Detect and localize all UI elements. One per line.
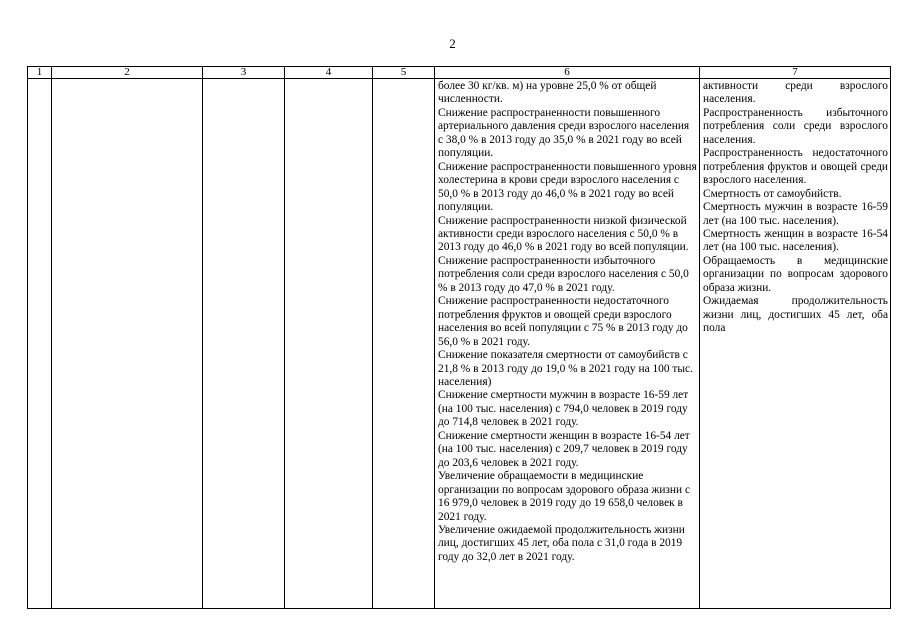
indicator-paragraph: Снижение распространенности повышенного артериального давления среди взрослого населения с 38,0 % в 2013 году до 35,0 % в 2021 году во всей популяции.: [438, 106, 690, 160]
indicator-paragraph: Снижение распространенности избыточного потребления соли среди взрослого населения с 50,0 % в 2013 году до 47,0 % в 2021 году.: [438, 254, 689, 294]
cell-col-4: [285, 79, 373, 609]
cell-col-7-metrics: [700, 79, 891, 609]
column-header-6: 6: [435, 67, 700, 79]
column-header-1: 1: [28, 67, 52, 79]
column-header-5: 5: [373, 67, 435, 79]
indicator-paragraph: более 30 кг/кв. м) на уровне 25,0 % от общей численности.: [438, 80, 657, 106]
indicator-paragraph: Снижение смертности женщин в возрасте 16-54 лет (на 100 тыс. населения) с 209,7 человек в 2019 году до 203,6 человек в 2021 году.: [438, 429, 690, 469]
page-number: 2: [449, 36, 456, 51]
metric-paragraph: Смертность женщин в возрасте 16-54 лет (на 100 тыс. населения).: [703, 227, 888, 254]
document-table: [27, 66, 891, 609]
column-header-3: 3: [203, 67, 285, 79]
column-number-row: [28, 67, 891, 79]
cell-col-6-indicators: [435, 79, 700, 609]
cell-col-5: [373, 79, 435, 609]
column-header-2: 2: [52, 67, 203, 79]
cell-col-3: [203, 79, 285, 609]
indicator-paragraph: Снижение распространенности низкой физической активности среди взрослого населения с 50,0 % в 2013 году до 46,0 % в 2021 году во всей популяции.: [438, 214, 689, 254]
table-row: [28, 79, 891, 609]
cell-col-2: [52, 79, 203, 609]
cell-col-1: [28, 79, 52, 609]
metric-paragraph: Обращаемость в медицинские организации по вопросам здорового образа жизни.: [703, 254, 888, 294]
indicator-paragraph: Снижение смертности мужчин в возрасте 16-59 лет (на 100 тыс. населения) с 794,0 человек в 2019 году до 714,8 человек в 2021 году.: [438, 389, 689, 429]
indicator-paragraph: Увеличение ожидаемой продолжительность жизни лиц, достигших 45 лет, оба пола с 31,0 года в 2019 году до 32,0 лет в 2021 году.: [438, 523, 685, 563]
metric-paragraph: Ожидаемая продолжительность жизни лиц, достигших 45 лет, оба пола: [703, 295, 888, 335]
column-header-4: 4: [285, 67, 373, 79]
indicator-paragraph: Снижение распространенности недостаточного потребления фруктов и овощей среди взрослого населения во всей популяции с 75 % в 2013 году до 56,0 % в 2021 году.: [438, 295, 688, 348]
column-header-7: 7: [700, 67, 891, 79]
indicator-paragraph: Снижение показателя смертности от самоубийств с 21,8 % в 2013 году до 19,0 % в 2021 году на 100 тыс. населения): [438, 349, 693, 388]
metric-paragraph: Смертность от самоубийств.: [703, 187, 842, 200]
indicator-paragraph: Увеличение обращаемости в медицинские организации по вопросам здорового образа жизни с 16 979,0 человек в 2019 году до 19 658,0 человек в 2021 году.: [438, 470, 691, 523]
metric-paragraph: активности среди взрослого населения.: [703, 80, 888, 106]
metric-paragraph: Распространенность избыточного потребления соли среди взрослого населения.: [703, 106, 888, 146]
indicator-paragraph: Снижение распространенности повышенного уровня холестерина в крови среди взрослого населения с 50,0 % в 2013 году до 46,0 % в 2021 году во всей популяции.: [438, 160, 697, 214]
metric-paragraph: Смертность мужчин в возрасте 16-59 лет (на 100 тыс. населения).: [703, 201, 888, 227]
metric-paragraph: Распространенность недостаточного потребления фруктов и овощей среди взрослого населения.: [703, 147, 888, 187]
